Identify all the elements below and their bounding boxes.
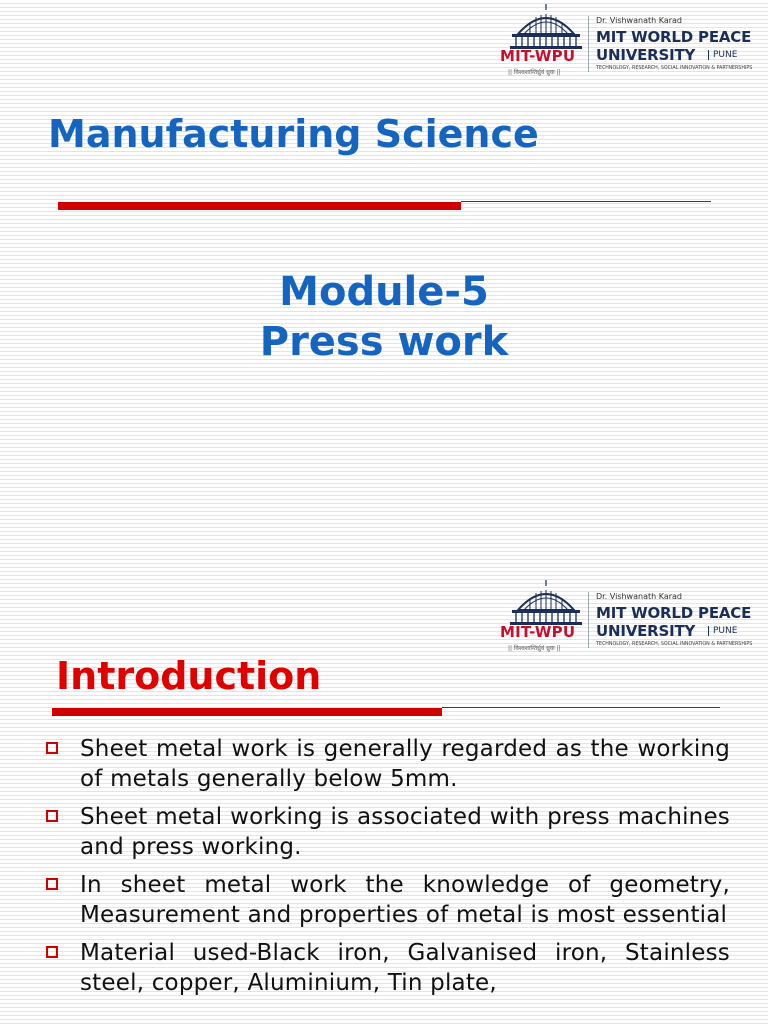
logo-university-line1: MIT WORLD PEACE <box>596 604 752 622</box>
list-item <box>42 734 730 794</box>
logo-divider <box>588 16 589 72</box>
logo-university-line2: UNIVERSITY <box>596 622 696 640</box>
module-number: Module-5 <box>279 269 489 315</box>
logo-university-line2: UNIVERSITY <box>596 46 696 64</box>
logo-tagline: || विश्वशान्तिर्ध्रुवं ध्रुवा || <box>508 69 561 76</box>
logo-divider <box>588 592 589 648</box>
logo-city: PUNE <box>708 50 737 60</box>
list-item <box>42 870 730 930</box>
logo-founder: Dr. Vishwanath Karad <box>596 592 683 601</box>
title-rule-thin <box>461 201 711 202</box>
bullet-text: In sheet metal work the knowledge of geometry, Measurement and properties of metal is most essential <box>80 872 730 928</box>
square-bullet-icon <box>46 878 58 890</box>
logo-founder: Dr. Vishwanath Karad <box>596 16 683 25</box>
slide-introduction <box>0 576 768 1024</box>
logo-wordmark: MIT-WPU <box>500 47 576 65</box>
square-bullet-icon <box>46 742 58 754</box>
logo-city: PUNE <box>708 626 737 636</box>
mit-wpu-logo <box>496 578 756 660</box>
dome-icon <box>510 580 582 626</box>
mit-wpu-logo <box>496 2 756 84</box>
logo-wordmark: MIT-WPU <box>500 623 576 641</box>
heading-rule-thin <box>442 707 720 708</box>
square-bullet-icon <box>46 810 58 822</box>
slide-title-heading: Manufacturing Science <box>48 112 539 156</box>
bullet-text: Sheet metal work is generally regarded as the working of metals generally below 5mm. <box>80 736 730 792</box>
logo-university-line1: MIT WORLD PEACE <box>596 28 752 46</box>
bullet-text: Material used-Black iron, Galvanised iron, Stainless steel, copper, Aluminium, Tin plate, <box>80 940 730 996</box>
logo-tagline: || विश्वशान्तिर्ध्रुवं ध्रुवा || <box>508 645 561 652</box>
square-bullet-icon <box>46 946 58 958</box>
module-topic: Press work <box>259 319 509 365</box>
logo-motto: TECHNOLOGY, RESEARCH, SOCIAL INNOVATION & PARTNERSHIPS <box>596 642 753 647</box>
bullet-list <box>42 734 730 1006</box>
dome-icon <box>510 4 582 50</box>
title-rule-thick <box>58 202 461 210</box>
bullet-text: Sheet metal working is associated with press machines and press working. <box>80 804 730 860</box>
list-item <box>42 802 730 862</box>
introduction-heading: Introduction <box>56 654 322 698</box>
list-item <box>42 938 730 998</box>
heading-rule-thick <box>52 708 442 716</box>
logo-motto: TECHNOLOGY, RESEARCH, SOCIAL INNOVATION & PARTNERSHIPS <box>596 66 753 71</box>
